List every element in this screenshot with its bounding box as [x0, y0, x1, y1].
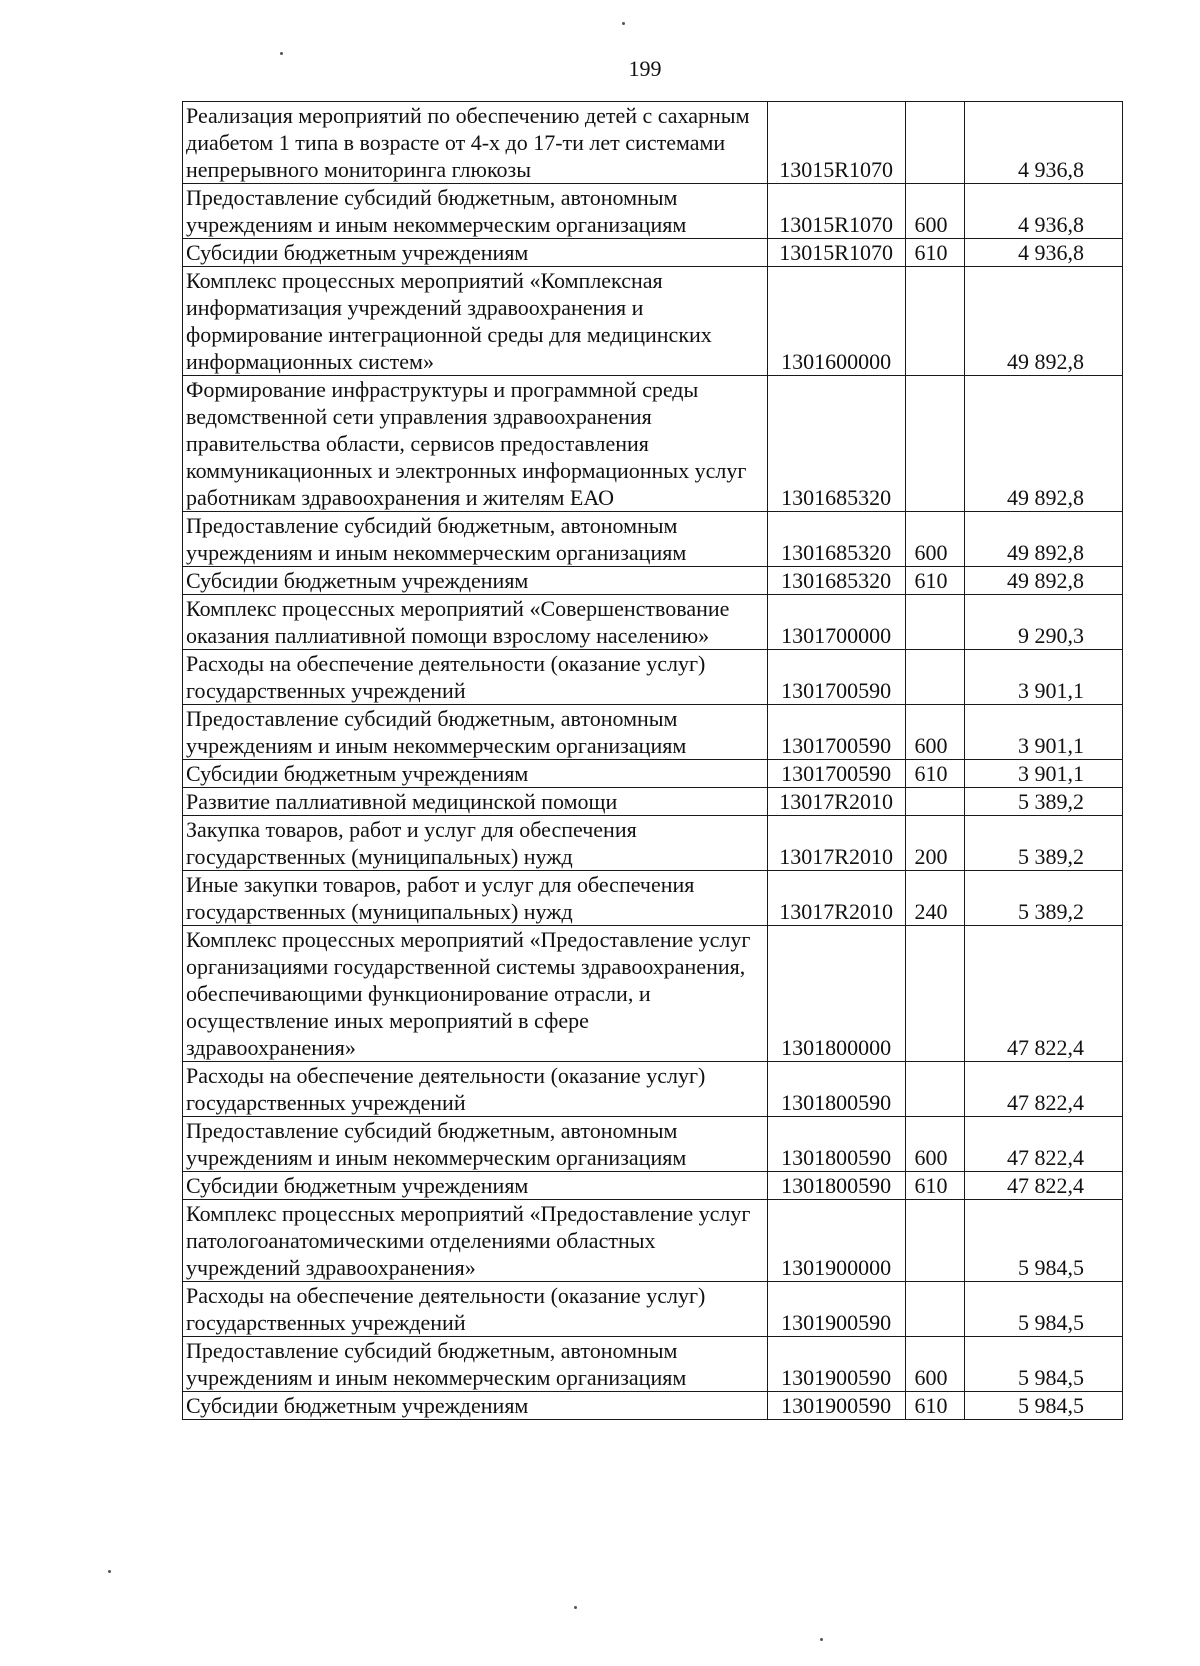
- row-amount: 5 984,5: [965, 1200, 1123, 1282]
- row-expense-type: [906, 788, 965, 816]
- table-row: [183, 595, 1123, 650]
- row-name: Развитие паллиативной медицинской помощи: [183, 788, 768, 816]
- row-name: Расходы на обеспечение деятельности (оказание услуг) государственных учреждений: [183, 1062, 768, 1117]
- row-expense-type: [906, 267, 965, 376]
- row-expense-type: [906, 102, 965, 184]
- row-name: Комплекс процессных мероприятий «Комплексная информатизация учреждений здравоохранения и формирование интеграционной среды для медицинских информационных систем»: [183, 267, 768, 376]
- table-row: [183, 1117, 1123, 1172]
- row-amount: 49 892,8: [965, 267, 1123, 376]
- page-number: 199: [628, 56, 662, 81]
- scan-speck: [280, 52, 283, 55]
- row-code: 1301685320: [767, 512, 906, 567]
- row-code: 1301700590: [767, 650, 906, 705]
- row-name: Расходы на обеспечение деятельности (оказание услуг) государственных учреждений: [183, 650, 768, 705]
- row-name: Закупка товаров, работ и услуг для обеспечения государственных (муниципальных) нужд: [183, 816, 768, 871]
- row-name: Субсидии бюджетным учреждениям: [183, 1392, 768, 1420]
- row-expense-type: [906, 1062, 965, 1117]
- row-code: 1301685320: [767, 376, 906, 512]
- row-name: Комплекс процессных мероприятий «Предоставление услуг организациями государственной системы здравоохранения, обеспечивающими функционирование отрасли, и осуществление иных мероприятий в сфере здравоохранения»: [183, 926, 768, 1062]
- row-code: 13015R1070: [767, 239, 906, 267]
- row-name: Предоставление субсидий бюджетным, автономным учреждениям и иным некоммерческим организациям: [183, 1117, 768, 1172]
- row-amount: 4 936,8: [965, 102, 1123, 184]
- row-amount: 3 901,1: [965, 705, 1123, 760]
- table-row: [183, 102, 1123, 184]
- row-code: 1301700590: [767, 705, 906, 760]
- row-expense-type: 610: [906, 567, 965, 595]
- row-name: Субсидии бюджетным учреждениям: [183, 239, 768, 267]
- row-name: Субсидии бюджетным учреждениям: [183, 567, 768, 595]
- row-expense-type: 610: [906, 239, 965, 267]
- row-amount: 3 901,1: [965, 650, 1123, 705]
- row-amount: 47 822,4: [965, 1117, 1123, 1172]
- row-name: Предоставление субсидий бюджетным, автономным учреждениям и иным некоммерческим организациям: [183, 512, 768, 567]
- table-row: [183, 816, 1123, 871]
- table-row: [183, 1062, 1123, 1117]
- table-row: [183, 1337, 1123, 1392]
- row-code: 1301900590: [767, 1282, 906, 1337]
- row-name: Предоставление субсидий бюджетным, автономным учреждениям и иным некоммерческим организациям: [183, 1337, 768, 1392]
- table-row: [183, 871, 1123, 926]
- row-name: Предоставление субсидий бюджетным, автономным учреждениям и иным некоммерческим организациям: [183, 184, 768, 239]
- row-code: 1301800590: [767, 1117, 906, 1172]
- table-body: [183, 102, 1123, 1420]
- row-expense-type: 600: [906, 512, 965, 567]
- row-name: Реализация мероприятий по обеспечению детей с сахарным диабетом 1 типа в возрасте от 4-х до 17-ти лет системами непрерывного мониторинга глюкозы: [183, 102, 768, 184]
- row-amount: 47 822,4: [965, 1062, 1123, 1117]
- row-name: Предоставление субсидий бюджетным, автономным учреждениям и иным некоммерческим организациям: [183, 705, 768, 760]
- row-expense-type: [906, 926, 965, 1062]
- row-expense-type: [906, 595, 965, 650]
- scan-speck: [574, 1606, 577, 1609]
- row-code: 1301700590: [767, 760, 906, 788]
- row-amount: 5 389,2: [965, 788, 1123, 816]
- table-row: [183, 926, 1123, 1062]
- table-row: [183, 705, 1123, 760]
- row-amount: 49 892,8: [965, 376, 1123, 512]
- row-name: Комплекс процессных мероприятий «Предоставление услуг патологоанатомическими отделениями областных учреждений здравоохранения»: [183, 1200, 768, 1282]
- row-expense-type: 240: [906, 871, 965, 926]
- row-expense-type: [906, 1200, 965, 1282]
- table-row: [183, 239, 1123, 267]
- row-expense-type: 200: [906, 816, 965, 871]
- row-code: 1301700000: [767, 595, 906, 650]
- row-expense-type: [906, 376, 965, 512]
- row-code: 13017R2010: [767, 871, 906, 926]
- table-row: [183, 267, 1123, 376]
- row-code: 1301900000: [767, 1200, 906, 1282]
- row-name: Субсидии бюджетным учреждениям: [183, 760, 768, 788]
- row-name: Формирование инфраструктуры и программной среды ведомственной сети управления здравоохранения правительства области, сервисов предоставления коммуникационных и электронных информационных услуг работникам здравоохранения и жителям ЕАО: [183, 376, 768, 512]
- row-amount: 49 892,8: [965, 567, 1123, 595]
- row-code: 1301800000: [767, 926, 906, 1062]
- row-name: Субсидии бюджетным учреждениям: [183, 1172, 768, 1200]
- scan-speck: [820, 1638, 823, 1641]
- table-row: [183, 184, 1123, 239]
- table-row: [183, 376, 1123, 512]
- row-name: Расходы на обеспечение деятельности (оказание услуг) государственных учреждений: [183, 1282, 768, 1337]
- row-expense-type: [906, 650, 965, 705]
- row-code: 1301900590: [767, 1392, 906, 1420]
- row-expense-type: 600: [906, 705, 965, 760]
- row-amount: 9 290,3: [965, 595, 1123, 650]
- row-amount: 5 984,5: [965, 1282, 1123, 1337]
- table-row: [183, 1282, 1123, 1337]
- row-code: 1301800590: [767, 1062, 906, 1117]
- row-amount: 3 901,1: [965, 760, 1123, 788]
- table-row: [183, 567, 1123, 595]
- row-amount: 47 822,4: [965, 926, 1123, 1062]
- table-row: [183, 760, 1123, 788]
- row-code: 13015R1070: [767, 184, 906, 239]
- row-code: 13017R2010: [767, 816, 906, 871]
- table-row: [183, 1200, 1123, 1282]
- row-code: 1301900590: [767, 1337, 906, 1392]
- row-expense-type: 610: [906, 1392, 965, 1420]
- row-expense-type: 610: [906, 760, 965, 788]
- row-name: Комплекс процессных мероприятий «Совершенствование оказания паллиативной помощи взрослому населению»: [183, 595, 768, 650]
- row-code: 13017R2010: [767, 788, 906, 816]
- row-code: 1301600000: [767, 267, 906, 376]
- table-row: [183, 1392, 1123, 1420]
- row-amount: 5 984,5: [965, 1337, 1123, 1392]
- budget-table: [182, 101, 1123, 1420]
- row-amount: 5 389,2: [965, 871, 1123, 926]
- row-expense-type: [906, 1282, 965, 1337]
- row-amount: 47 822,4: [965, 1172, 1123, 1200]
- scan-speck: [622, 22, 625, 25]
- row-code: 1301800590: [767, 1172, 906, 1200]
- row-expense-type: 600: [906, 184, 965, 239]
- row-amount: 5 984,5: [965, 1392, 1123, 1420]
- row-amount: 5 389,2: [965, 816, 1123, 871]
- row-expense-type: 600: [906, 1337, 965, 1392]
- table-row: [183, 1172, 1123, 1200]
- row-amount: 4 936,8: [965, 239, 1123, 267]
- row-code: 1301685320: [767, 567, 906, 595]
- row-name: Иные закупки товаров, работ и услуг для обеспечения государственных (муниципальных) нужд: [183, 871, 768, 926]
- table-row: [183, 650, 1123, 705]
- row-code: 13015R1070: [767, 102, 906, 184]
- table-row: [183, 512, 1123, 567]
- row-expense-type: 600: [906, 1117, 965, 1172]
- row-expense-type: 610: [906, 1172, 965, 1200]
- row-amount: 49 892,8: [965, 512, 1123, 567]
- table-row: [183, 788, 1123, 816]
- row-amount: 4 936,8: [965, 184, 1123, 239]
- scan-speck: [108, 1570, 111, 1573]
